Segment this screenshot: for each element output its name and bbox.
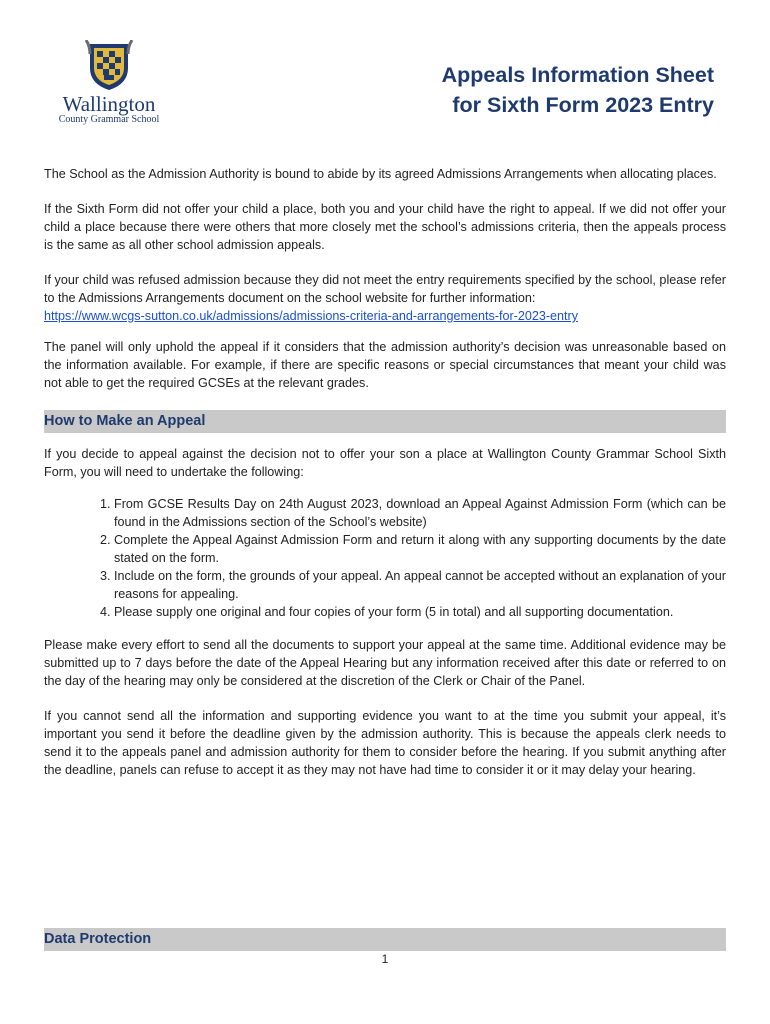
logo-subtitle: County Grammar School [58, 114, 160, 125]
data-protection-heading: Data Protection [44, 928, 726, 951]
intro-paragraph-3-text: If your child was refused admission because they did not meet the entry requirements specified by the school, please refer to the Admissions Arrangements document on the school website for further information: [44, 273, 726, 305]
title-line-1: Appeals Information Sheet [441, 63, 714, 87]
list-item: 3. Include on the form, the grounds of your appeal. An appeal cannot be accepted without an explanation of your reasons for appealing. [114, 567, 726, 603]
page-number: 1 [381, 952, 389, 966]
how-to-intro: If you decide to appeal against the decision not to offer your son a place at Wallington County Grammar School Sixth Form, you will need to undertake the following: [44, 447, 726, 479]
appeal-steps-list [44, 495, 726, 621]
how-to-paragraph-1: Please make every effort to send all the documents to support your appeal at the same time. Additional evidence may be submitted up to 7 days before the date of the Appeal Hearing but any information received after this date or referred to on the day of the hearing may only be considered at the discretion of the Clerk or Chair of the Panel. [44, 638, 726, 688]
document-body [44, 165, 726, 796]
how-to-paragraph-2: If you cannot send all the information and supporting evidence you want to at the time you submit your appeal, it’s important you send it before the deadline given by the admission authority. This is because the appeals clerk needs to send it to the appeals panel and admission authority for them to consider before the hearing. If you submit anything after the deadline, panels can refuse to accept it as they may not have had time to consider it or it may delay your hearing. [44, 709, 726, 777]
school-crest-icon [84, 40, 134, 92]
logo-name: Wallington [62, 92, 156, 116]
intro-paragraph-2: If the Sixth Form did not offer your child a place, both you and your child have the right to appeal. If we did not offer your child a place because there were others that more closely met the school’s admissions criteria, then the appeals process is the same as all other school admission appeals. [44, 202, 726, 252]
title-line-2: for Sixth Form 2023 Entry [452, 93, 714, 117]
admissions-arrangements-link[interactable]: https://www.wcgs-sutton.co.uk/admissions/admissions-criteria-and-arrangements-for-2023-entry [44, 309, 579, 323]
list-item: 2. Complete the Appeal Against Admission Form and return it along with any supporting documents by the date stated on the form. [114, 531, 726, 567]
list-item: 1. From GCSE Results Day on 24th August 2023, download an Appeal Against Admission Form (which can be found in the Admissions section of the School’s website) [114, 495, 726, 531]
page-title [442, 60, 714, 120]
list-item: 4. Please supply one original and four copies of your form (5 in total) and all supporting documentation. [114, 603, 726, 621]
intro-paragraph-1: The School as the Admission Authority is bound to abide by its agreed Admissions Arrangements when allocating places. [44, 167, 717, 181]
intro-paragraph-4: The panel will only uphold the appeal if it considers that the admission authority’s decision was unreasonable based on the information available. For example, if there are specific reasons or special circumstances that meant your child was not able to get the required GCSEs at the relevant grades. [44, 340, 726, 390]
school-logo [48, 40, 170, 126]
intro-paragraph-3 [44, 271, 726, 325]
how-to-appeal-heading: How to Make an Appeal [44, 410, 726, 433]
